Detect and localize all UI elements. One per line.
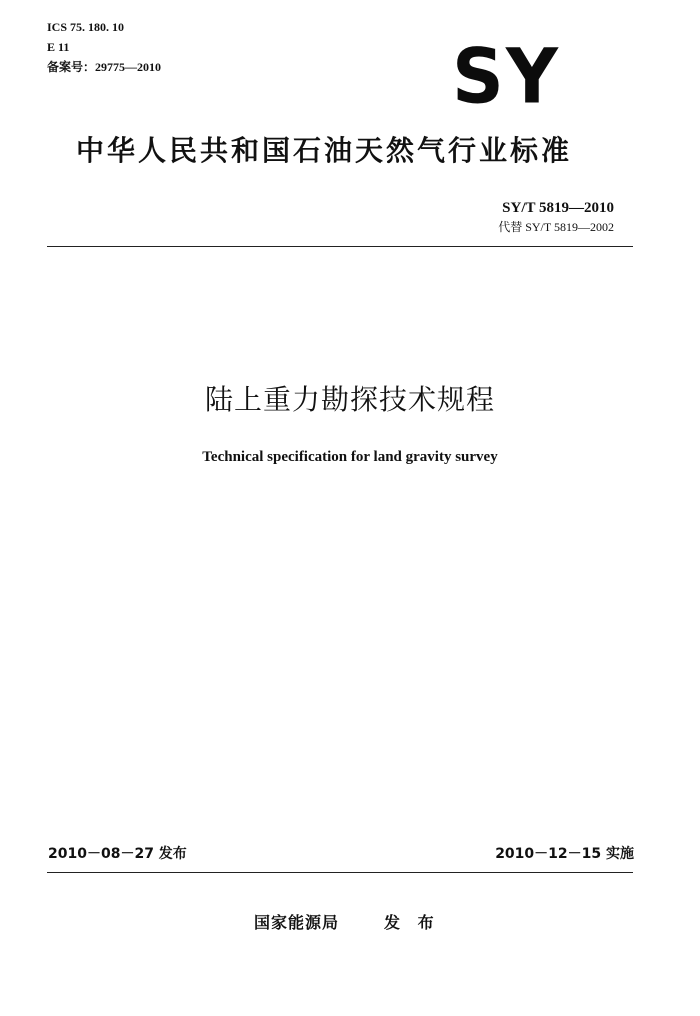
replaces-standard: 代替 SY/T 5819—2002 — [498, 220, 614, 234]
publisher-name: 国家能源局 — [254, 913, 340, 932]
implementation-date: 2010－12－15 实施 — [495, 846, 634, 862]
document-title-cn: 陆上重力勘探技术规程 — [204, 383, 495, 416]
publish-label: 发 布 — [384, 913, 440, 932]
bottom-divider — [47, 872, 633, 873]
sy-logo: SY — [452, 31, 560, 121]
ccs-code: E 11 — [47, 40, 70, 54]
standard-category-title: 中华人民共和国石油天然气行业标准 — [76, 134, 573, 167]
top-divider — [47, 246, 633, 247]
document-title-en: Technical specification for land gravity survey — [202, 449, 498, 465]
record-number: 备案号：29775—2010 — [47, 60, 162, 74]
issue-date: 2010－08－27 发布 — [48, 846, 187, 862]
standard-code: SY/T 5819—2010 — [502, 200, 614, 216]
ics-code: ICS 75. 180. 10 — [47, 20, 125, 34]
